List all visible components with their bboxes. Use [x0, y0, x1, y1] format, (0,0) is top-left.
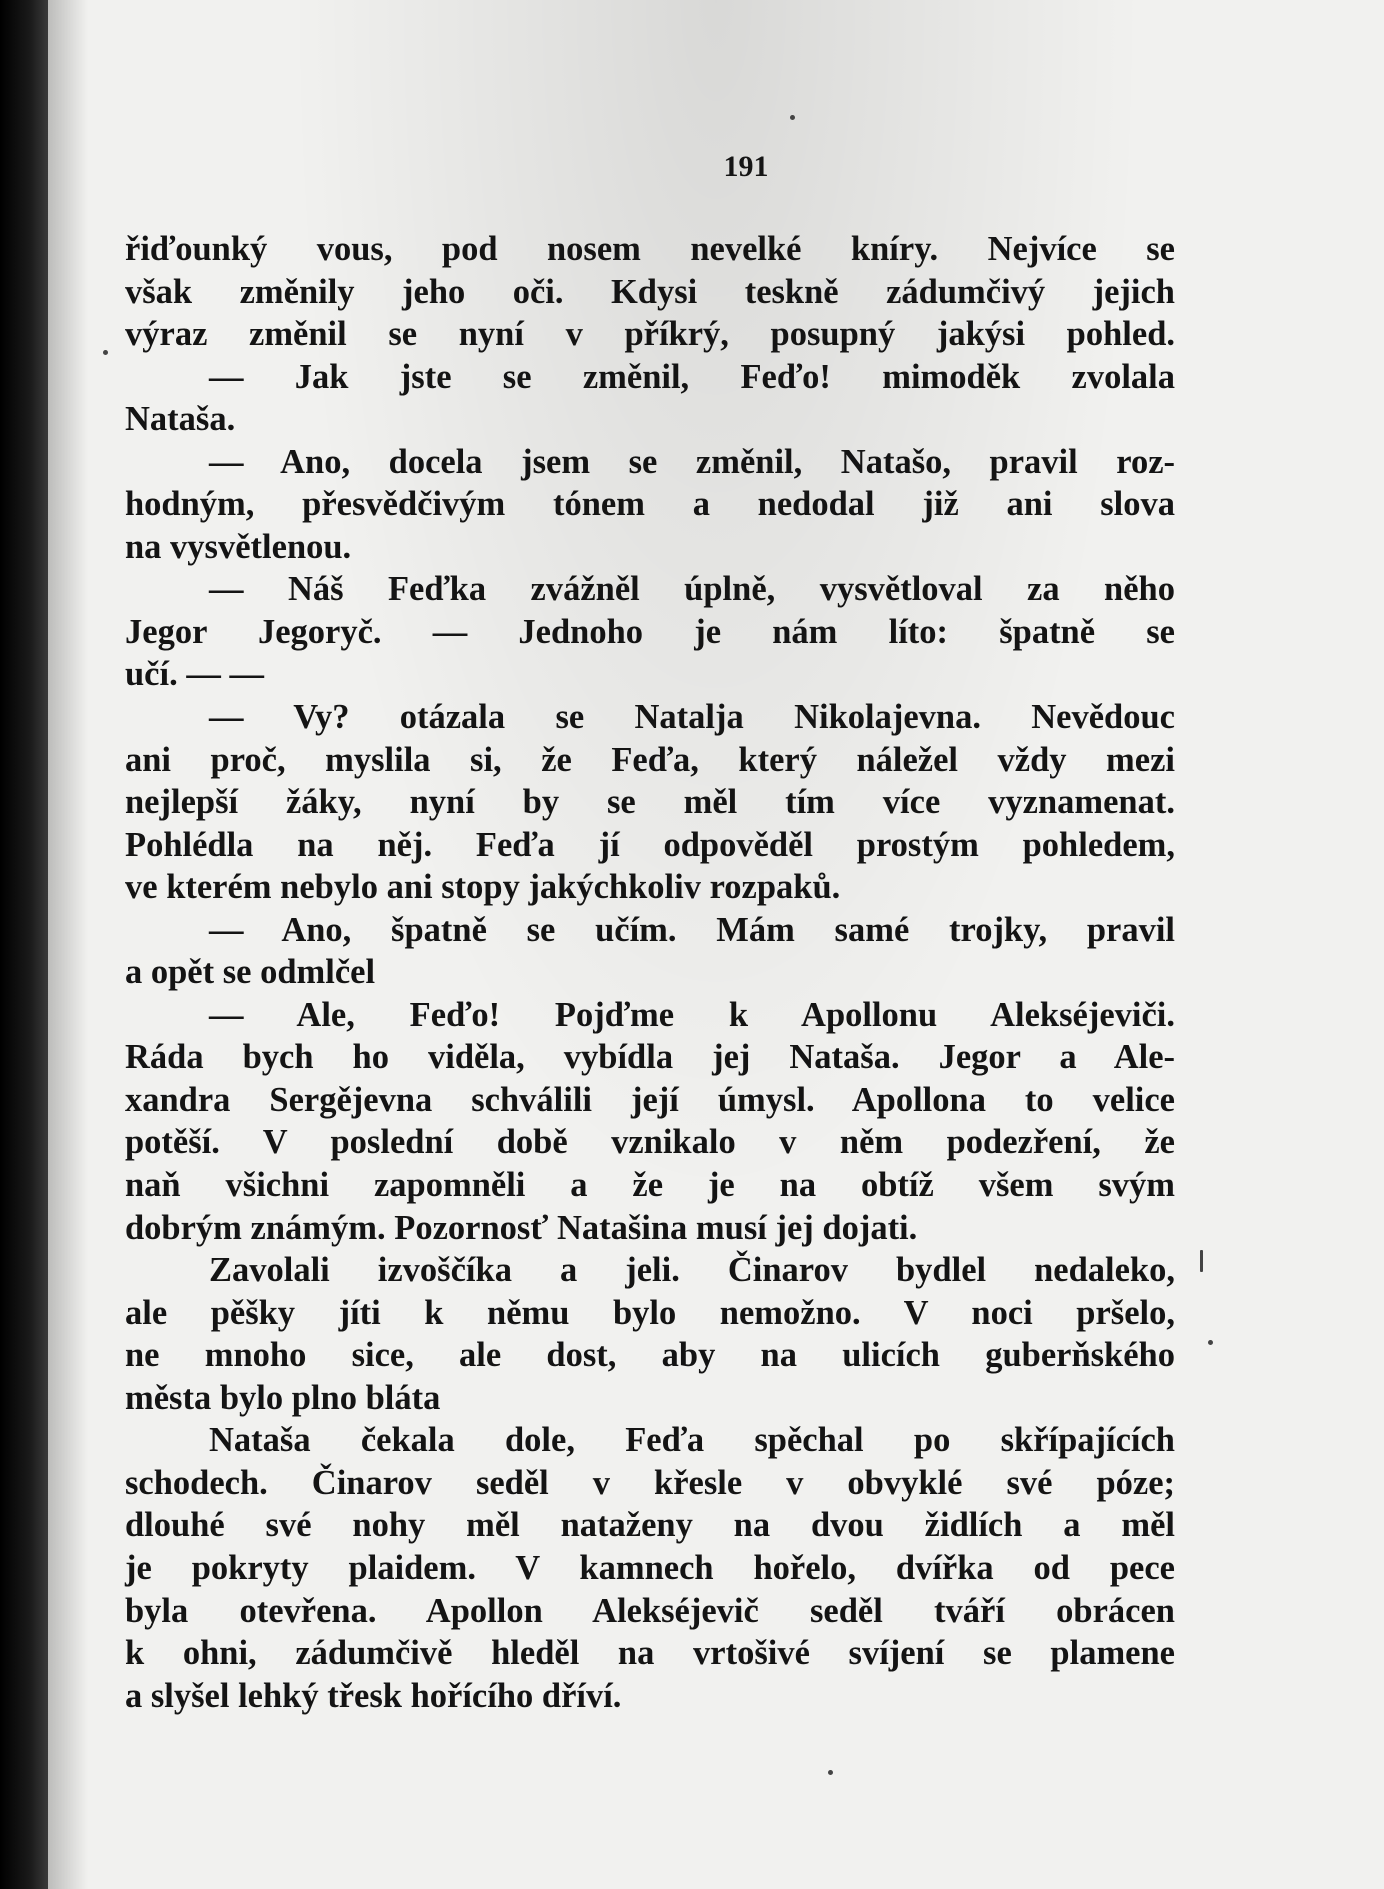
text-line: Ráda bych ho viděla, vybídla jej Nataša. Jegor a Ale-: [125, 1038, 1175, 1077]
text-line: — Ano, špatně se učím. Mám samé trojky, pravil: [209, 910, 1175, 949]
text-line: potěší. V poslední době vznikalo v něm podezření, že: [125, 1123, 1175, 1162]
text-line: učí. — —: [125, 655, 264, 694]
text-line: na vysvětlenou.: [125, 527, 352, 566]
speck: [1208, 1340, 1213, 1345]
book-page: [48, 0, 1384, 1889]
text-line: schodech. Činarov seděl v křesle v obvyklé své póze;: [125, 1463, 1175, 1502]
text-line: hodným, přesvědčivým tónem a nedodal již ani slova: [125, 485, 1175, 524]
text-line: dlouhé své nohy měl nataženy na dvou židlích a měl: [125, 1506, 1175, 1545]
text-line: řiďounký vous, pod nosem nevelké kníry. Nejvíce se: [125, 230, 1175, 268]
text-line: — Jak jste se změnil, Feďo! mimoděk zvolala: [209, 357, 1175, 396]
text-line: nejlepší žáky, nyní by se měl tím více vyznamenat.: [125, 783, 1175, 822]
text-line: — Náš Feďka zvážněl úplně, vysvětloval za něho: [209, 570, 1175, 609]
text-line: Pohlédla na něj. Feďa jí odpověděl prostým pohledem,: [125, 825, 1175, 864]
text-line: Nataša čekala dole, Feďa spěchal po skřípajících: [209, 1421, 1175, 1460]
text-line: a opět se odmlčel: [125, 953, 376, 992]
text-line: Zavolali izvoščíka a jeli. Činarov bydlel nedaleko,: [209, 1251, 1175, 1290]
text-line: ve kterém nebylo ani stopy jakýchkoliv rozpaků.: [125, 868, 841, 907]
text-line: ale pěšky jíti k němu bylo nemožno. V noci pršelo,: [125, 1293, 1175, 1332]
page-number: 191: [723, 150, 769, 183]
text-line: Jegor Jegoryč. — Jednoho je nám líto: špatně se: [125, 612, 1175, 651]
text-line: — Ano, docela jsem se změnil, Natašo, pravil roz-: [209, 442, 1175, 481]
speck: [828, 1770, 833, 1775]
speck: [1200, 1250, 1203, 1272]
text-line: byla otevřena. Apollon Alekséjevič seděl tváří obrácen: [125, 1591, 1175, 1630]
text-line: Nataša.: [125, 400, 236, 439]
text-line: ani proč, myslila si, že Feďa, který náležel vždy mezi: [125, 740, 1175, 779]
speck: [103, 350, 108, 355]
text-line: je pokryty plaidem. V kamnech hořelo, dvířka od pece: [125, 1548, 1175, 1587]
text-line: naň všichni zapomněli a že je na obtíž všem svým: [125, 1166, 1175, 1205]
text-line: xandra Sergějevna schválili její úmysl. Apollona to velice: [125, 1080, 1175, 1119]
text-line: však změnily jeho oči. Kdysi teskně zádumčivý jejich: [125, 272, 1175, 311]
body-text: [125, 228, 1175, 1717]
text-line: výraz změnil se nyní v příkrý, posupný jakýsi pohled.: [125, 315, 1175, 354]
text-line: — Vy? otázala se Natalja Nikolajevna. Nevědouc: [209, 698, 1175, 737]
text-line: ne mnoho sice, ale dost, aby na ulicích guberňského: [125, 1336, 1175, 1375]
speck: [790, 115, 795, 120]
text-line: k ohni, zádumčivě hleděl na vrtošivé svíjení se plamene: [125, 1634, 1175, 1673]
text-line: města bylo plno bláta: [125, 1378, 441, 1417]
text-line: dobrým známým. Pozornosť Natašina musí jej dojati.: [125, 1208, 918, 1247]
book-spine-shadow: [0, 0, 48, 1889]
text-line: — Ale, Feďo! Pojďme k Apollonu Alekséjeviči.: [209, 995, 1175, 1034]
text-line: a slyšel lehký třesk hořícího dříví.: [125, 1676, 622, 1715]
